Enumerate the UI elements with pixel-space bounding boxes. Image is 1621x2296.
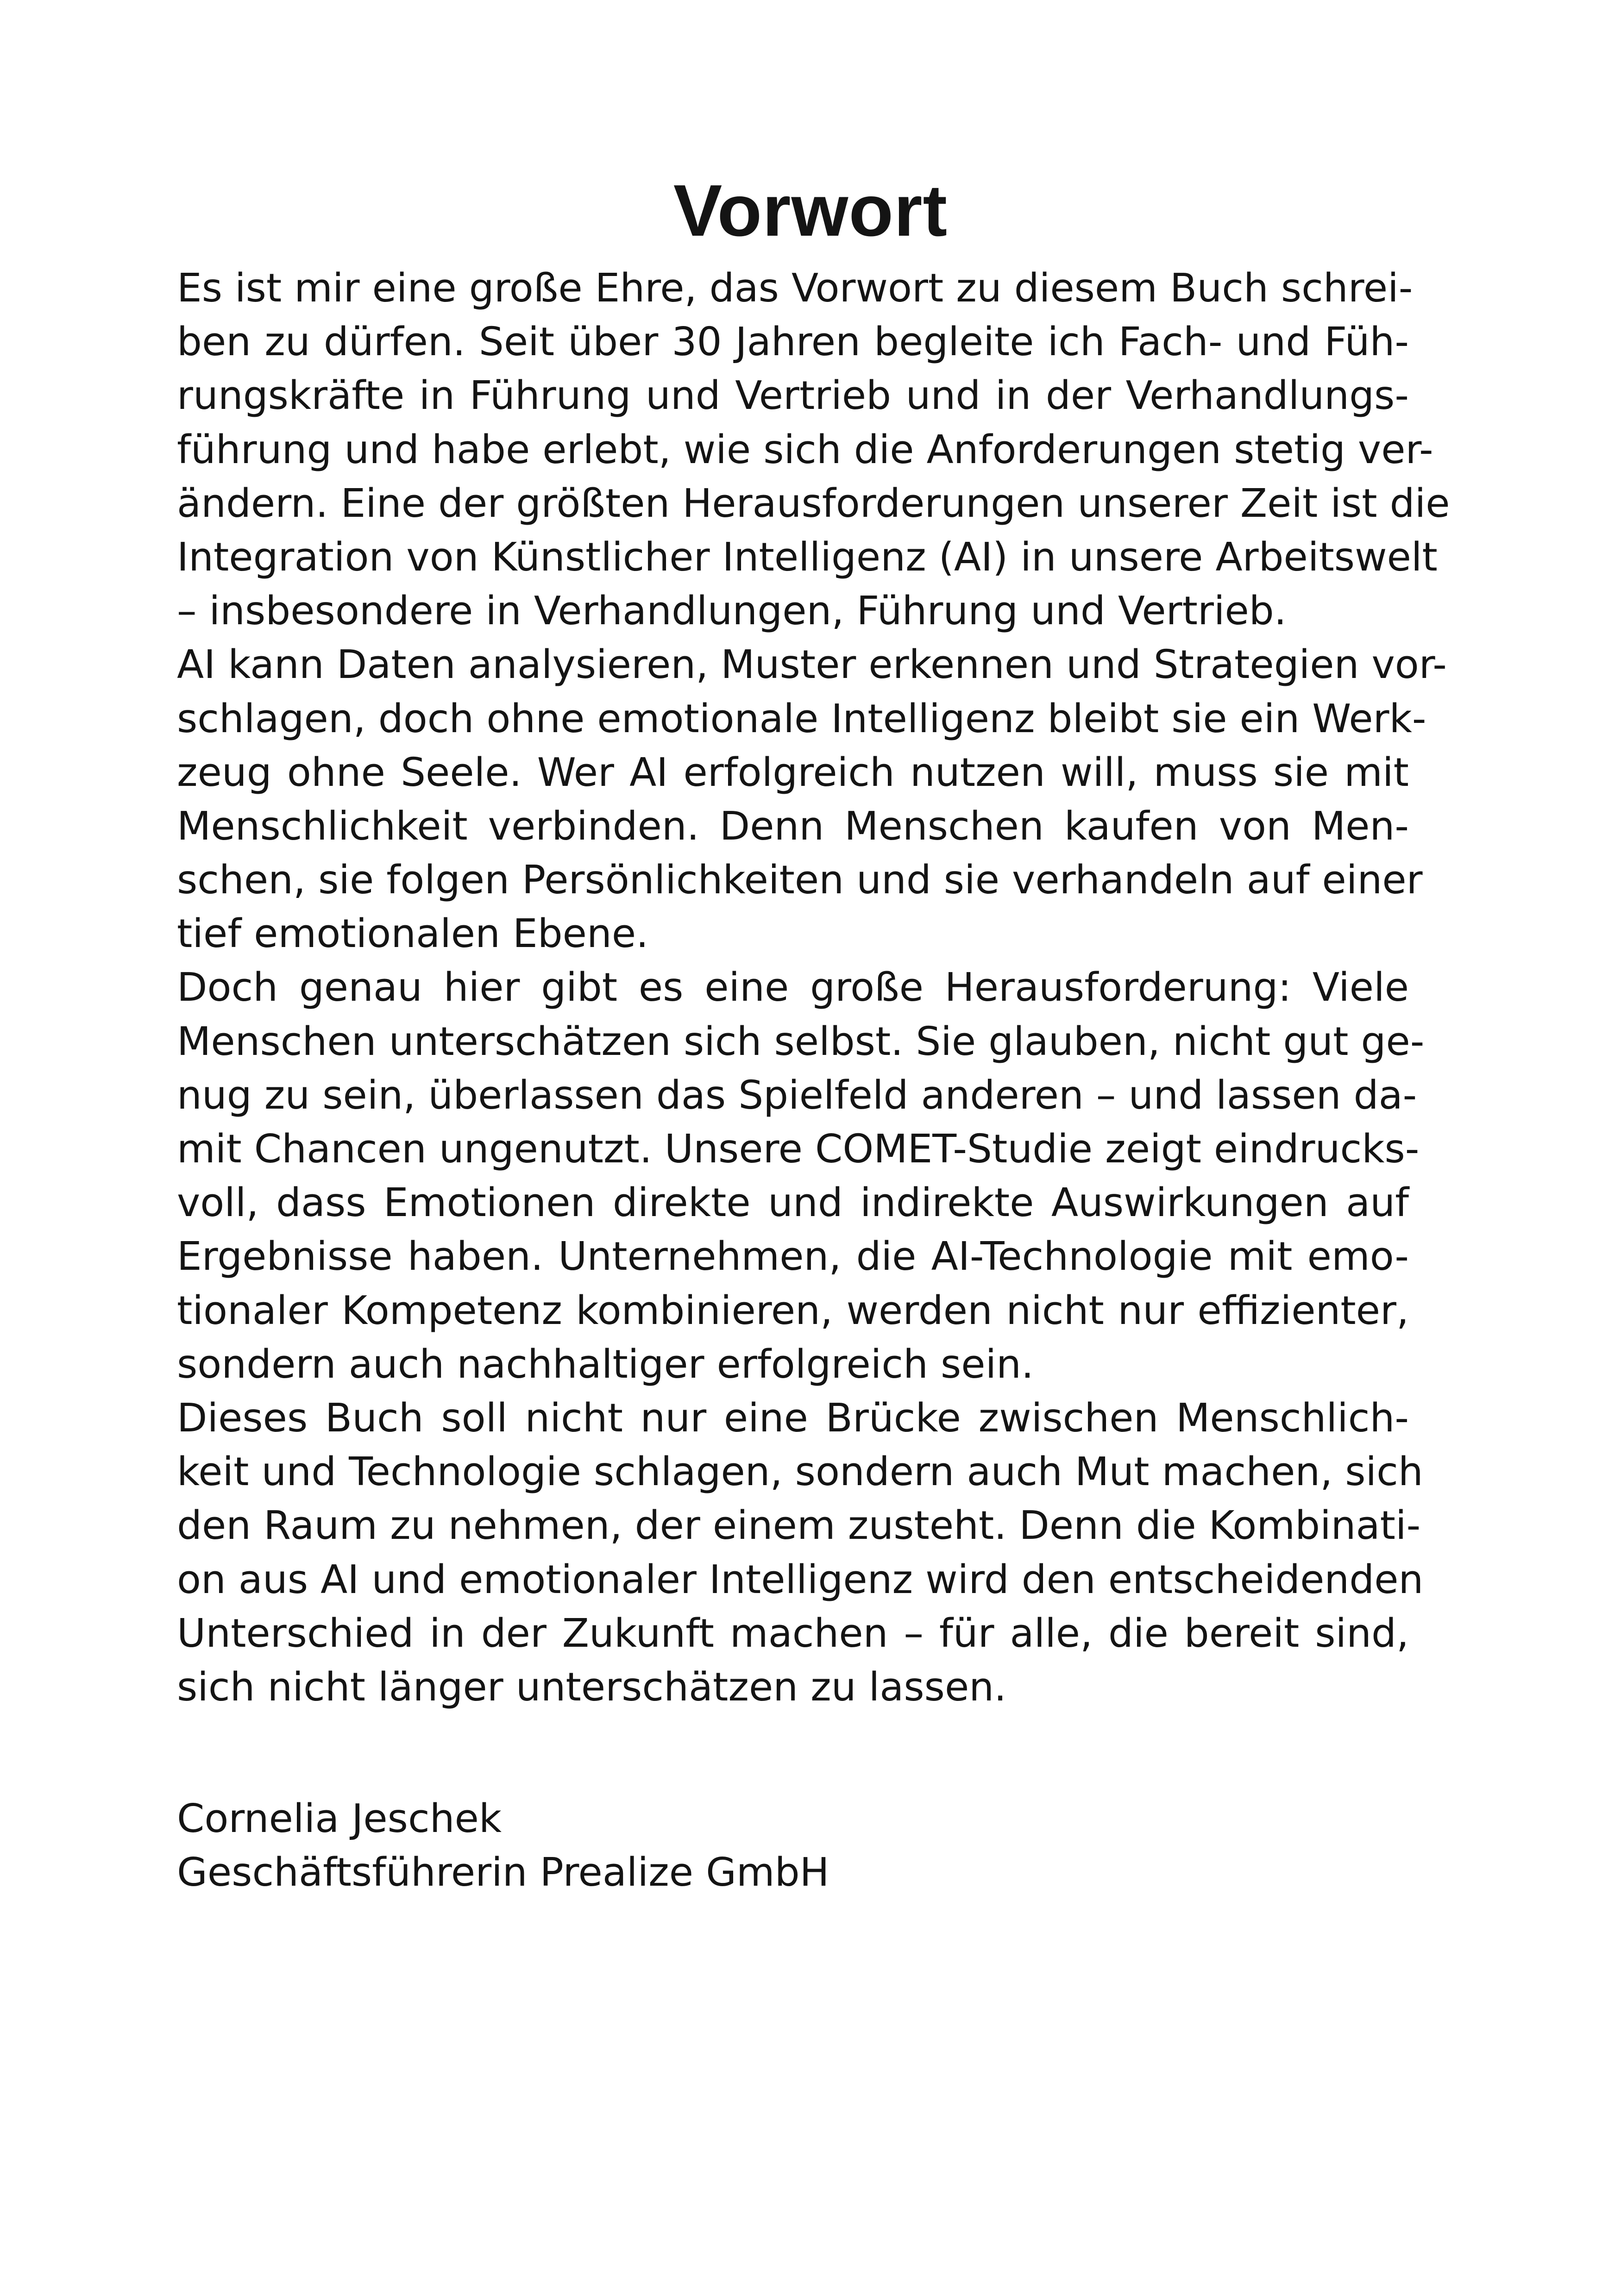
text-line: ben zu dürfen. Seit über 30 Jahren begleite ich Fach- und Füh-: [177, 319, 1409, 365]
paragraph-4: [177, 1392, 1424, 1714]
signature-block: [177, 1792, 829, 1900]
foreword-body: [177, 262, 1450, 1714]
author-name: Cornelia Jeschek: [177, 1796, 502, 1842]
text-line: führung und habe erlebt, wie sich die Anforderungen stetig ver-: [177, 427, 1433, 473]
text-line: sich nicht länger unterschätzen zu lassen.: [177, 1664, 1007, 1710]
text-line: Unterschied in der Zukunft machen – für alle, die bereit sind,: [177, 1610, 1409, 1656]
text-line: tief emotionalen Ebene.: [177, 911, 649, 957]
page-title: Vorwort: [673, 170, 948, 251]
text-line: nug zu sein, überlassen das Spielfeld anderen – und lassen da-: [177, 1072, 1417, 1118]
paragraph-1: [177, 262, 1450, 638]
text-line: mit Chancen ungenutzt. Unsere COMET-Studie zeigt eindrucks-: [177, 1126, 1420, 1172]
text-line: AI kann Daten analysieren, Muster erkennen und Strategien vor-: [177, 642, 1447, 688]
text-line: Menschlichkeit verbinden. Denn Menschen kaufen von Men-: [177, 803, 1409, 849]
text-line: voll, dass Emotionen direkte und indirekte Auswirkungen auf: [177, 1180, 1409, 1226]
paragraph-2: [177, 638, 1447, 961]
text-line: Doch genau hier gibt es eine große Herausforderung: Viele: [177, 965, 1409, 1011]
text-line: rungskräfte in Führung und Vertrieb und in der Verhandlungs-: [177, 373, 1409, 419]
text-line: on aus AI und emotionaler Intelligenz wird den entscheidenden: [177, 1556, 1424, 1603]
text-line: Es ist mir eine große Ehre, das Vorwort zu diesem Buch schrei-: [177, 265, 1413, 311]
text-line: ändern. Eine der größten Herausforderungen unserer Zeit ist die: [177, 480, 1450, 527]
text-line: Integration von Künstlicher Intelligenz (AI) in unsere Arbeitswelt: [177, 534, 1438, 580]
text-line: sondern auch nachhaltiger erfolgreich sein.: [177, 1341, 1034, 1387]
text-line: den Raum zu nehmen, der einem zusteht. Denn die Kombinati-: [177, 1503, 1421, 1549]
text-line: Menschen unterschätzen sich selbst. Sie glauben, nicht gut ge-: [177, 1018, 1425, 1065]
text-line: Dieses Buch soll nicht nur eine Brücke zwischen Menschlich-: [177, 1395, 1409, 1441]
text-line: keit und Technologie schlagen, sondern auch Mut machen, sich: [177, 1449, 1423, 1495]
text-line: Ergebnisse haben. Unternehmen, die AI-Technologie mit emo-: [177, 1234, 1409, 1280]
author-role: Geschäftsführerin Prealize GmbH: [177, 1850, 829, 1896]
paragraph-3: [177, 961, 1425, 1392]
text-line: zeug ohne Seele. Wer AI erfolgreich nutzen will, muss sie mit: [177, 749, 1409, 796]
text-line: schlagen, doch ohne emotionale Intelligenz bleibt sie ein Werk-: [177, 696, 1426, 742]
text-line: schen, sie folgen Persönlichkeiten und sie verhandeln auf einer: [177, 857, 1423, 903]
text-line: – insbesondere in Verhandlungen, Führung und Vertrieb.: [177, 588, 1287, 634]
text-line: tionaler Kompetenz kombinieren, werden nicht nur effizienter,: [177, 1287, 1409, 1334]
